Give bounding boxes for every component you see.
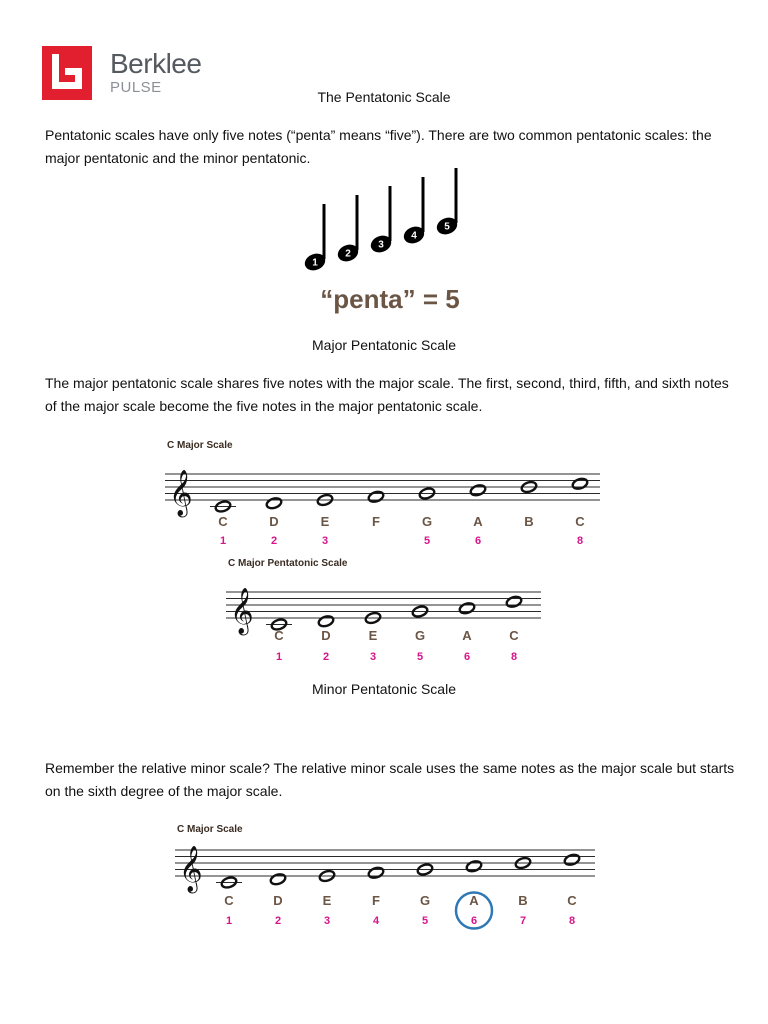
note-letter: A <box>473 514 483 529</box>
note-letter: C <box>575 514 585 529</box>
quarter-note <box>368 186 393 255</box>
whole-note <box>317 615 334 628</box>
scale-degree: 1 <box>225 915 233 927</box>
whole-note <box>367 866 384 879</box>
note-letter: G <box>414 628 426 643</box>
note-letter: G <box>421 514 433 529</box>
penta-equals-five: “penta” = 5 <box>320 284 460 314</box>
scale-degree: 8 <box>510 651 518 663</box>
whole-note <box>505 595 522 608</box>
scale-degree: 5 <box>423 535 431 547</box>
logo-subtitle: PULSE <box>110 79 162 96</box>
quarter-note <box>335 195 360 264</box>
note-letter: D <box>321 628 331 643</box>
whole-note <box>465 860 482 873</box>
scale-degree: 6 <box>474 535 482 547</box>
note-letter: G <box>419 893 431 908</box>
whole-note <box>469 484 486 497</box>
scale-degree: 4 <box>372 915 380 927</box>
note-letter: C <box>567 893 577 908</box>
note-letter: D <box>269 514 279 529</box>
note-letter: C <box>224 893 234 908</box>
scale-degree: 3 <box>321 535 329 547</box>
note-letter: B <box>518 893 528 908</box>
penta-notes-figure <box>290 185 490 320</box>
c-major-pentatonic-staff <box>226 554 546 669</box>
scale-degree: 1 <box>275 651 283 663</box>
note-letter: E <box>368 628 378 643</box>
quarter-note <box>434 168 459 237</box>
quarter-note <box>302 204 327 273</box>
note-letter: C <box>509 628 519 643</box>
whole-note <box>269 873 286 886</box>
c-major-scale-staff-relative <box>175 820 605 940</box>
note-letter: D <box>273 893 283 908</box>
whole-note <box>563 853 580 866</box>
scale-degree: 2 <box>322 651 330 663</box>
treble-clef-icon: 𝄞 <box>230 588 254 634</box>
note-letter: B <box>524 514 534 529</box>
treble-clef-icon: 𝄞 <box>169 470 193 516</box>
whole-note <box>367 490 384 503</box>
minor-pentatonic-paragraph: Remember the relative minor scale? The relative minor scale uses the same notes as the major scale but starts on the sixth degree of the major scale. <box>45 760 735 799</box>
note-letter: E <box>320 514 330 529</box>
scale-degree: 5 <box>421 915 429 927</box>
scale-degree: 6 <box>470 915 478 927</box>
scale-title: C Major Scale <box>167 440 233 451</box>
scale-degree: 2 <box>274 915 282 927</box>
scale-degree: 1 <box>219 535 227 547</box>
scale-title: C Major Scale <box>177 824 243 835</box>
note-letter: E <box>322 893 332 908</box>
note-number: 2 <box>345 248 351 260</box>
scale-degree: 8 <box>568 915 576 927</box>
whole-note <box>265 497 282 510</box>
whole-note <box>458 602 475 615</box>
quarter-note <box>401 177 426 246</box>
note-number: 1 <box>312 257 318 269</box>
scale-degree: 6 <box>463 651 471 663</box>
whole-note <box>210 500 236 513</box>
scale-title: C Major Pentatonic Scale <box>228 558 348 569</box>
whole-note <box>571 477 588 490</box>
minor-pentatonic-heading: Minor Pentatonic Scale <box>312 681 456 697</box>
scale-degree: 5 <box>416 651 424 663</box>
major-pentatonic-paragraph: The major pentatonic scale shares five notes with the major scale. The first, second, third, fifth, and sixth notes of the major scale become the five notes in the major pentatonic scale. <box>45 375 729 414</box>
note-number: 5 <box>444 221 450 233</box>
note-letter: C <box>218 514 228 529</box>
scale-degree: 3 <box>369 651 377 663</box>
treble-clef-icon: 𝄞 <box>179 846 203 892</box>
scale-degree: 2 <box>270 535 278 547</box>
scale-degree: 3 <box>323 915 331 927</box>
note-letter: A <box>469 893 479 908</box>
note-number: 4 <box>411 230 417 242</box>
note-letter: C <box>274 628 284 643</box>
note-letter: A <box>462 628 472 643</box>
scale-degree: 8 <box>576 535 584 547</box>
c-major-scale-staff <box>165 436 605 551</box>
intro-paragraph: Pentatonic scales have only five notes (“penta” means “five”). There are two common pentatonic scales: the major pentatonic and the minor pentatonic. <box>45 127 712 166</box>
note-letter: F <box>372 514 380 529</box>
whole-note <box>216 876 242 889</box>
page-title: The Pentatonic Scale <box>317 89 451 105</box>
note-letter: F <box>372 893 380 908</box>
major-pentatonic-heading: Major Pentatonic Scale <box>312 337 456 353</box>
logo-wordmark: Berklee <box>110 48 202 79</box>
note-number: 3 <box>378 239 384 251</box>
scale-degree: 7 <box>519 915 527 927</box>
